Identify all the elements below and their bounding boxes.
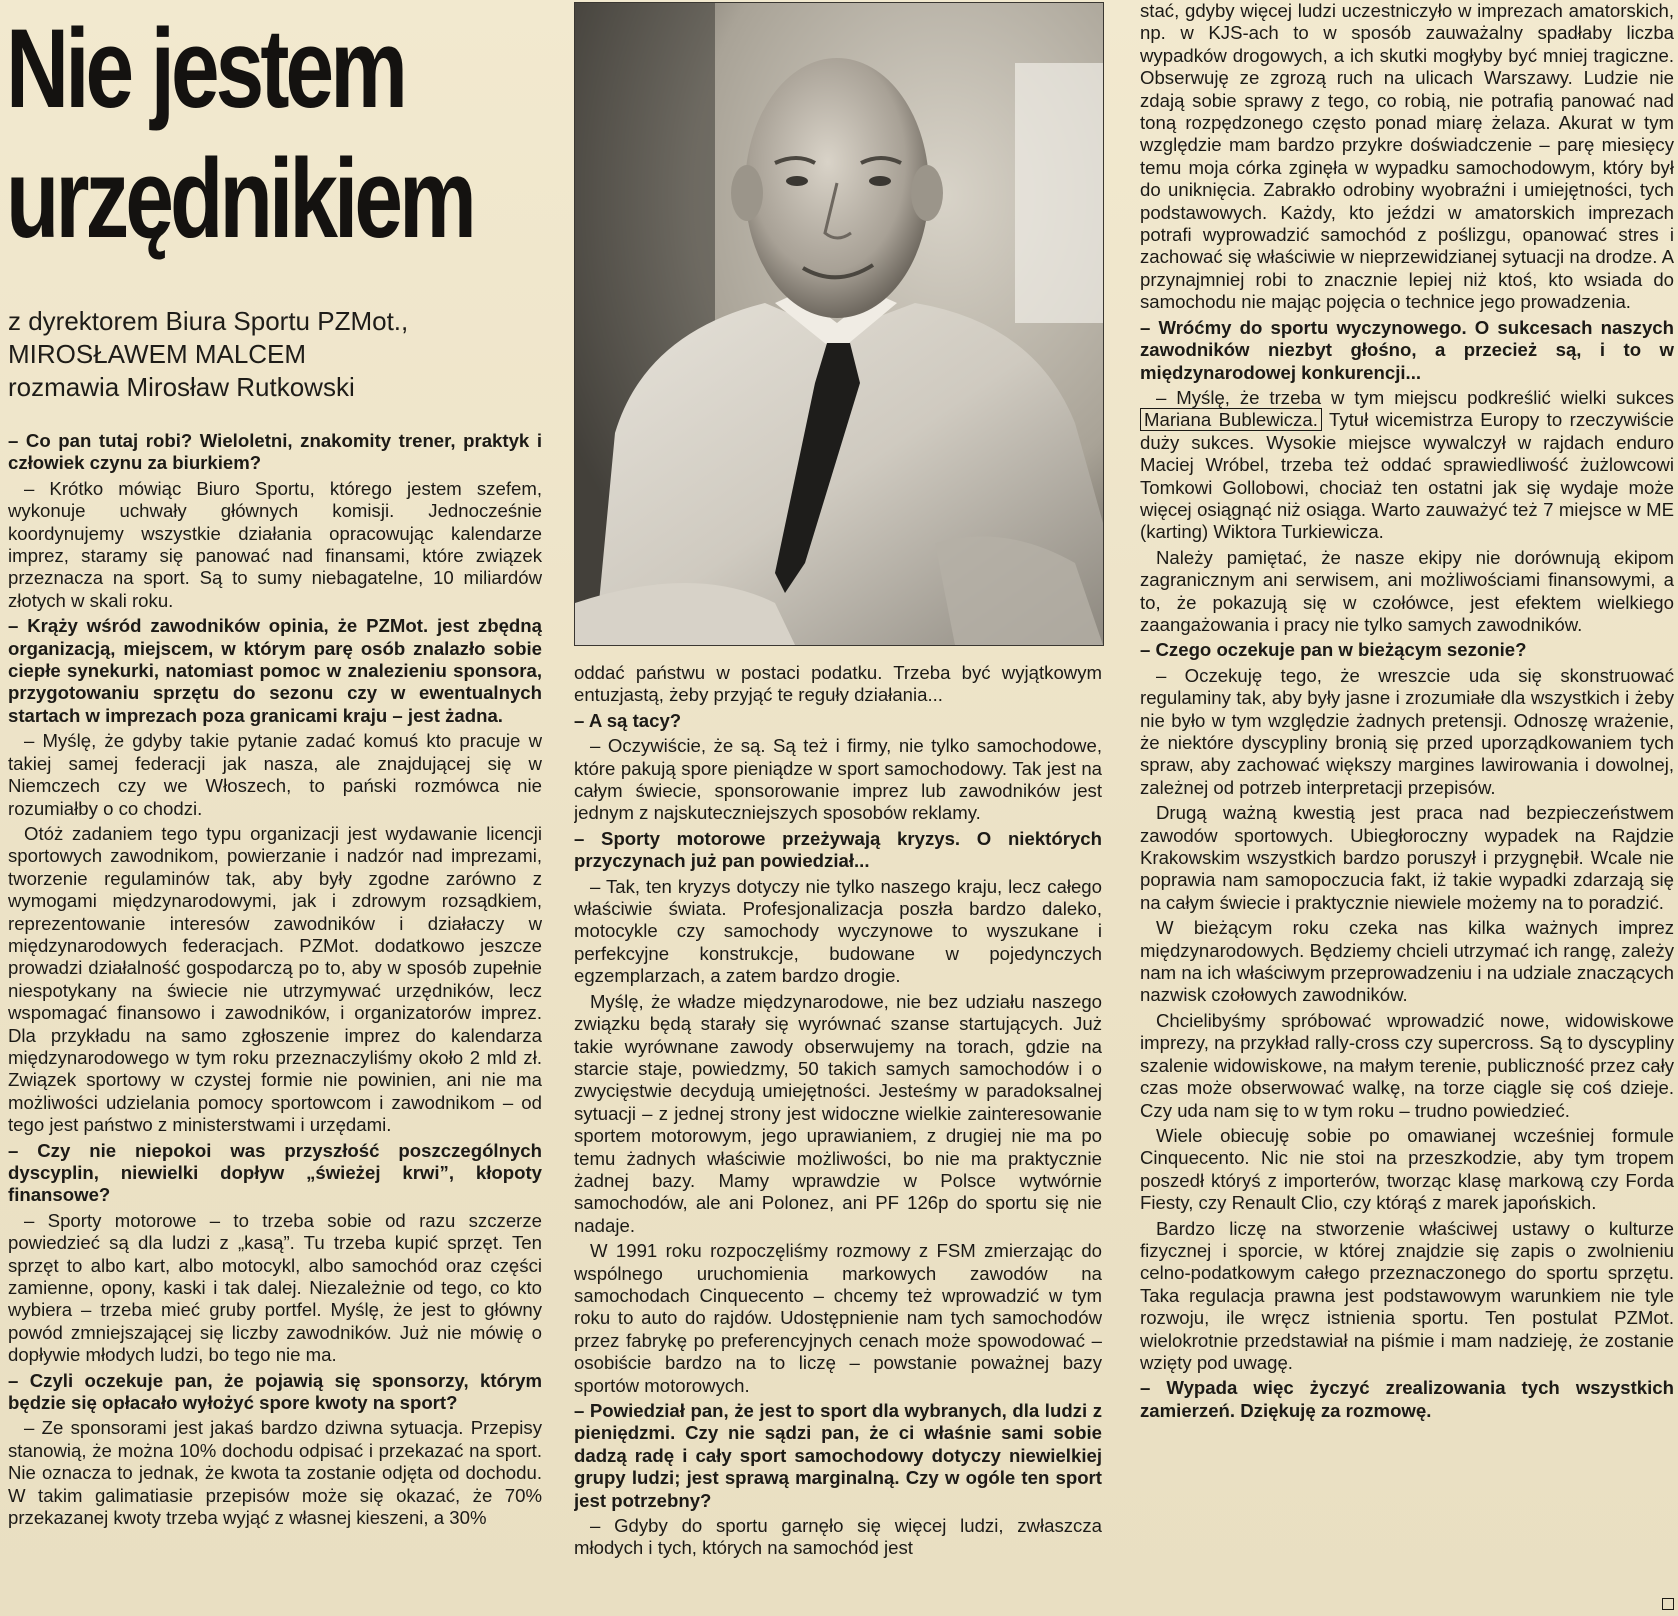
interview-answer: Wiele obiecuję sobie po omawianej wcześniej formule Cinquecento. Nic nie stoi na przeszkodzie, aby tym tropem poszedł któryś z importerów, tworząc klasę markową czy Forda Fiesty, czy Renault Clio, czy którąś z marek japońskich. [1140,1124,1674,1214]
interview-answer: Należy pamiętać, że nasze ekipy nie dorównują ekipom zagranicznym ani serwisem, ani możliwościami finansowymi, a to, że pokazują się w czołówce, jest efektem wielkiego zaangażowania i pracy nie tylko samych zawodników. [1140,546,1674,635]
article-headline [6,4,473,264]
lede-line-2: MIROSŁAWEM MALCEM [8,339,307,369]
interview-answer: Drugą ważną kwestią jest praca nad bezpieczeństwem zawodów sportowych. Ubiegłoroczny wypadek na Rajdzie Krakowskim wszystkich bardzo poruszył i przygnębił. Wcale nie poprawia nam samopoczucia fakt, iż takie wypadki zdarzają się na całym świecie i praktycznie niewiele możemy na to poradzić. [1140,802,1674,913]
interview-question: – Czyli oczekuje pan, że pojawią się sponsorzy, którym będzie się opłacało wyłożyć spore kwoty na sport? [8,1369,542,1414]
interview-answer: Chcielibyśmy spróbować wprowadzić nowe, widowiskowe imprezy, na przykład rally-cross czy supercross. Są to dyscypliny szalenie widowiskowe, na małym terenie, publiczność przez cały czas może obserwować walkę, na torze ciągle się coś dzieje. Czy uda nam się to w tym roku – trudno powiedzieć. [1140,1009,1674,1121]
interview-question: – Wróćmy do sportu wyczynowego. O sukcesach naszych zawodników niezbyt głośno, a przecież są, i to w międzynarodowej konkurencji... [1140,316,1674,383]
interview-answer: – Oczywiście, że są. Są też i firmy, nie tylko samochodowe, które pakują spore pieniądze w sport samochodowy. Tak jest na całym świecie, sponsorowanie imprez lub zawodników jest jednym z najskuteczniejszych sposobów reklamy. [574,735,1102,824]
headline-line-2: urzędnikiem [6,136,473,261]
answer-text: Tytuł wicemistrza Europy to rzeczywiście duży sukces. Wysokie miejsce wywalczył w rajdach enduro Maciej Wróbel, trzeba też oddać sprawiedliwość żużlowcowi Tomkowi Gollobowi, chociaż ten ostatni jak się wydaje może więcej osiągnąć niż osiąga. Warto zauważyć też 7 miejsce w ME (karting) Wiktora Turkiewicza. [1140,409,1674,543]
interview-answer: Myślę, że władze międzynarodowe, nie bez udziału naszego związku będą starały się wyrównać szanse startujących. Już takie wyrównane zawody obserwujemy na torach, gdzie na starcie staje, powiedzmy, 50 takich samych samochodów i o zwycięstwie decydują umiejętności. Jesteśmy w paradoksalnej sytuacji – z jednej strony jest widoczne wielkie zainteresowanie sportem motorowym, jego uprawianiem, z drugiej nie ma po temu żadnych właściwie możliwości, bo nie ma praktycznie żadnej bazy. Mamy wprawdzie w Polsce wytwórnie samochodów, ale ani Polonez, ani PF 126p do sportu się nie nadaje. [574,990,1102,1236]
interview-answer: – Krótko mówiąc Biuro Sportu, którego jestem szefem, wykonuje uchwały głównych komisji. Jednocześnie koordynujemy wszystkie działania opracowując kalendarze imprez, staramy się panować nad finansami, które związek przeznacza na sport. Są to sumy niebagatelne, 10 miliardów złotych w skali roku. [8,477,542,611]
interview-answer: – Gdyby do sportu garnęło się więcej ludzi, zwłaszcza młodych i tych, których na samochód jest [574,1515,1102,1559]
interview-question: – Wypada więc życzyć zrealizowania tych wszystkich zamierzeń. Dziękuję za rozmowę. [1140,1377,1674,1421]
article-lede [8,305,548,404]
interview-answer: – Sporty motorowe – to trzeba sobie od razu szczerze powiedzieć są dla ludzi z „kasą”. Tu trzeba kupić sprzęt. Ten sprzęt to albo kart, albo motocykl, albo samochód oraz części zamienne, opony, kaski i tak dalej. Niezależnie od tego, co kto wybiera – trzeba mieć gruby portfel. Myślę, że jest to główny powód zmniejszającej się liczby zawodników. Już nie mówię o dopływie młodych ludzi, bo tego nie ma. [8,1209,542,1366]
article-column-3 [1140,0,1674,1612]
answer-text: – Myślę, że trzeba w tym miejscu podkreślić wielki sukces [1156,386,1674,408]
interview-question: – Krąży wśród zawodników opinia, że PZMot. jest zbędną organizacją, miejscem, w którym parę osób znalazło sobie ciepłe synekurki, natomiast pomoc w znalezieniu sponsora, przygotowaniu sprzętu do sezonu czy w ewentualnych startach w imprezach poza granicami kraju – jest żadna. [8,615,542,726]
continued-text: oddać państwu w postaci podatku. Trzeba być wyjątkowym entuzjastą, żeby przyjąć te reguły działania... [574,662,1102,706]
interview-question: – Czy nie niepokoi was przyszłość poszczególnych dyscyplin, niewielki dopływ „świeżej krwi”, kłopoty finansowe? [8,1139,542,1206]
end-of-article-mark [1662,1598,1674,1610]
highlighted-name: Mariana Bublewicza. [1140,408,1322,431]
interview-answer: W 1991 roku rozpoczęliśmy rozmowy z FSM zmierzając do wspólnego uruchomienia markowych zawodów na samochodach Cinquecento – chcemy też wprowadzić w tym roku to auto do rajdów. Udostępnienie nam tych samochodów przez fabrykę po preferencyjnych cenach może spowodować – osobiście bardzo na to liczę – powstanie poważnej bazy sportów motorowych. [574,1240,1102,1396]
interview-answer: Bardzo liczę na stworzenie właściwej ustawy o kulturze fizycznej i sporcie, w której znajdzie się zapis o zwolnieniu celno-podatkowym całego przeznaczonego do sportu sprzętu. Taka regulacja prawna jest podstawowym warunkiem nie tyle rozwoju, ile wręcz istnienia sportu. Ten postulat PZMot. wielokrotnie przedstawiał na piśmie i mam nadzieję, że zostanie wzięty pod uwagę. [1140,1217,1674,1373]
interview-answer: W bieżącym roku czeka nas kilka ważnych imprez międzynarodowych. Będziemy chcieli utrzymać ich rangę, zależy nam na ich właściwym przeprowadzeniu i na udziale znaczących nazwisk czołowych zawodników. [1140,917,1674,1006]
article-column-2 [574,662,1102,1612]
interview-answer: – Tak, ten kryzys dotyczy nie tylko naszego kraju, lecz całego właściwie świata. Profesjonalizacja poszła bardzo daleko, motocykle czy samochody wyczynowe to wyszukane i perfekcyjne konstrukcje, budowane w pojedynczych egzemplarzach, a zatem bardzo drogie. [574,875,1102,987]
portrait-illustration [575,3,1103,645]
interview-question: – Co pan tutaj robi? Wieloletni, znakomity trener, praktyk i człowiek czynu za biurkiem? [8,430,542,474]
interview-answer: Otóż zadaniem tego typu organizacji jest wydawanie licencji sportowych zawodnikom, powierzanie i nadzór nad imprezami, tworzenie regulaminów tak, aby były zgodne zarówno z wymogami międzynarodowymi, jak i zdrowym rozsądkiem, reprezentowanie interesów zawodników i działaczy w międzynarodowych federacjach. PZMot. dodatkowo jeszcze prowadzi działalność gospodarczą po to, aby w sposób zupełnie niespotykany na świecie nie utrzymywać urzędników, lecz wspomagać finansowo i zawodników, i organizatorów imprez. Dla przykładu na samo zgłoszenie imprez do kalendarza międzynarodowego w tym roku przeznaczyliśmy około 2 mld zł. Związek sportowy w czystej formie nie powinien, ani nie ma możliwości udzielania pomocy sportowcom i zawodnikom – od tego jest państwo z ministerstwami i urzędami. [8,822,542,1136]
interview-question: – Powiedział pan, że jest to sport dla wybranych, dla ludzi z pieniędzmi. Czy nie sądzi pan, że ci właśnie sami sobie dadzą radę i cały sport samochodowy dotyczy niewielkiej grupy ludzi; jest sprawą marginalną. Czy w ogóle ten sport jest potrzebny? [574,1400,1102,1511]
interview-answer: – Oczekuję tego, że wreszcie uda się skonstruować regulaminy tak, aby były jasne i zrozumiałe dla wszystkich i żeby nie było w tym względzie żadnych pretensji. Odnoszę wrażenie, że niektóre dyscypliny bronią się przed uporządkowaniem tych spraw, aby zachować większy margines lawirowania i dowolnej, zależnej od potrzeb interpretacji przepisów. [1140,664,1674,798]
portrait-photo [574,2,1104,646]
interview-answer: – Myślę, że gdyby takie pytanie zadać komuś kto pracuje w takiej samej federacji jak nasza, ale znajdującej się w Niemczech czy we Włoszech, to pański rozmówca nie rozumiałby o co chodzi. [8,730,542,819]
continued-text: stać, gdyby więcej ludzi uczestniczyło w imprezach amatorskich, np. w KJS-ach to w sposób zauważalny spadłaby liczba wypadków drogowych, a ich skutki mogłyby być mniej tragiczne. Obserwuję ze zgrozą ruch na ulicach Warszawy. Ludzie nie zdają sobie sprawy z tego, co robią, nie potrafią panować nad toną rozpędzonego często ponad miarę żelaza. Akurat w tym względzie mam bardzo przykre doświadczenie – parę miesięcy temu moja córka zginęła w wypadku samochodowym, który był do uniknięcia. Zabrakło odrobiny wyobraźni i umiejętności, tych podstawowych. Każdy, kto jeździ w amatorskich imprezach potrafi wyprowadzić samochód z poślizgu, opanować stres i zachować się właściwie w nieprzewidzianej sytuacji na drodze. A przynajmniej robi to znacznie lepiej niż ktoś, kto wsiada do samochodu nie mając pojęcia o technice jego prowadzenia. [1140,0,1674,313]
interview-answer [1140,387,1674,544]
interview-question: – A są tacy? [574,709,682,731]
interview-answer: – Ze sponsorami jest jakaś bardzo dziwna sytuacja. Przepisy stanowią, że można 10% dochodu odpisać i przekazać na sport. Nie oznacza to jednak, że kwota ta zostanie odjęta od dochodu. W takim galimatiasie przepisów może się okazać, że 70% przekazanej kwoty trzeba wyjąć z własnej kieszeni, a 30% [8,1417,542,1529]
interview-question: – Sporty motorowe przeżywają kryzys. O niektórych przyczynach już pan powiedział... [574,827,1102,872]
headline-line-1: Nie jestem [6,6,405,131]
lede-line-3: rozmawia Mirosław Rutkowski [8,372,355,402]
article-column-1 [8,430,542,1610]
lede-line-1: z dyrektorem Biura Sportu PZMot., [8,306,409,336]
interview-question: – Czego oczekuje pan w bieżącym sezonie? [1140,639,1527,661]
